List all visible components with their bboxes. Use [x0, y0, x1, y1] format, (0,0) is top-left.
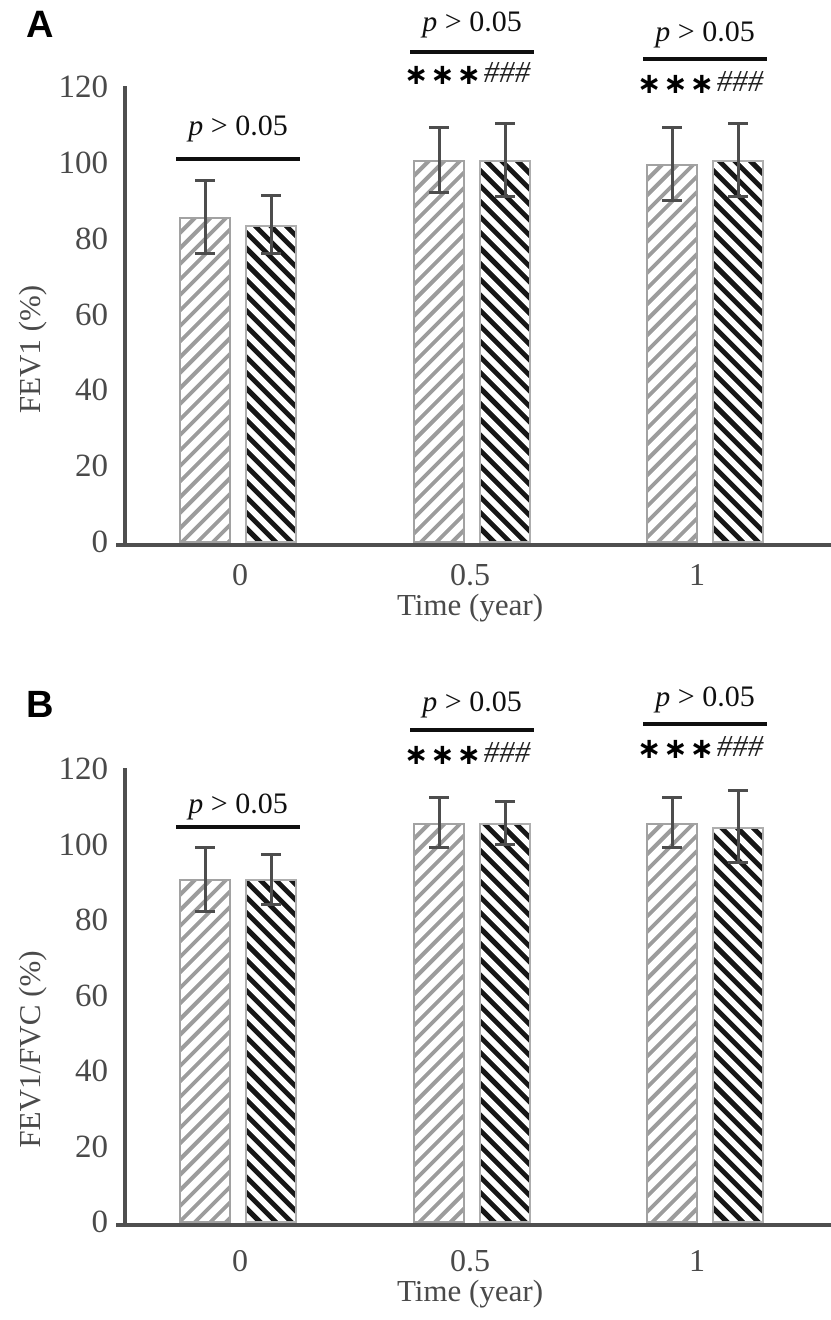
y-tick-label: 60	[75, 296, 108, 333]
bar	[245, 225, 297, 544]
y-tick-label: 100	[58, 144, 108, 181]
bar	[479, 823, 531, 1223]
x-tick-label: 0.5	[450, 556, 490, 592]
error-bar-bottom-cap	[728, 195, 748, 198]
significance-line	[176, 825, 300, 829]
error-bar-top-cap	[261, 194, 281, 197]
bar	[179, 217, 231, 543]
hashes-annotation: ###	[716, 728, 764, 763]
p-value-annotation: p > 0.05	[422, 685, 522, 718]
y-tick-label: 0	[91, 524, 108, 560]
panel-a-x-axis-title: Time (year)	[396, 587, 544, 622]
y-axis-line	[123, 768, 127, 1225]
y-tick-label: 80	[75, 902, 108, 938]
hashes-annotation: ###	[483, 734, 531, 769]
error-bar-top-cap	[429, 796, 449, 799]
bar	[179, 879, 231, 1223]
stars-annotation: ∗∗∗	[404, 737, 483, 771]
error-bar-bottom-cap	[429, 191, 449, 194]
y-tick-label: 20	[75, 1128, 108, 1165]
panel-b-letter: B	[26, 684, 54, 726]
stars-annotation: ∗∗∗	[637, 66, 716, 100]
x-tick-label: 1	[689, 1242, 705, 1278]
error-bar-line	[504, 800, 507, 845]
error-bar-line	[270, 194, 273, 255]
error-bar-line	[671, 126, 674, 202]
y-tick-label: 60	[75, 977, 108, 1014]
error-bar-bottom-cap	[728, 861, 748, 864]
error-bar-line	[438, 796, 441, 849]
y-tick-label: 80	[75, 220, 108, 257]
y-tick-label: 120	[58, 751, 108, 787]
error-bar-top-cap	[495, 800, 515, 803]
significance-line	[643, 57, 767, 61]
error-bar-bottom-cap	[261, 903, 281, 906]
error-bar-top-cap	[662, 126, 682, 129]
error-bar-line	[438, 126, 441, 194]
error-bar-top-cap	[495, 122, 515, 125]
x-axis-line	[116, 543, 831, 547]
error-bar-bottom-cap	[495, 195, 515, 198]
error-bar-bottom-cap	[195, 252, 215, 255]
x-tick-label: 0	[232, 556, 248, 592]
y-tick-label: 120	[58, 69, 108, 105]
error-bar-bottom-cap	[429, 846, 449, 849]
bar	[479, 160, 531, 543]
p-value-annotation: p > 0.05	[188, 787, 288, 820]
error-bar-line	[270, 853, 273, 906]
error-bar-top-cap	[728, 789, 748, 792]
error-bar-bottom-cap	[495, 843, 515, 846]
bar	[646, 164, 698, 543]
hashes-annotation: ###	[716, 63, 764, 98]
significance-line	[176, 157, 300, 161]
significance-line	[410, 728, 534, 732]
error-bar-top-cap	[662, 796, 682, 799]
panel-b-x-axis-title: Time (year)	[396, 1273, 544, 1308]
bar	[646, 823, 698, 1223]
error-bar-bottom-cap	[261, 252, 281, 255]
error-bar-line	[737, 789, 740, 865]
error-bar-top-cap	[195, 179, 215, 182]
bar	[413, 160, 465, 543]
significance-line	[643, 722, 767, 726]
error-bar-top-cap	[728, 122, 748, 125]
error-bar-line	[204, 179, 207, 255]
y-tick-label: 100	[58, 826, 108, 863]
p-value-annotation: p > 0.05	[188, 109, 288, 142]
panel-b	[0, 660, 831, 1320]
x-tick-label: 1	[689, 556, 705, 592]
y-tick-label: 40	[75, 1053, 108, 1089]
x-tick-label: 0	[232, 1242, 248, 1278]
error-bar-top-cap	[195, 846, 215, 849]
error-bar-line	[737, 122, 740, 198]
panel-a-letter: A	[26, 4, 54, 46]
bar	[712, 827, 764, 1223]
hashes-annotation: ###	[483, 54, 531, 89]
error-bar-top-cap	[261, 853, 281, 856]
bar	[245, 879, 297, 1223]
panel-a-y-axis-title: FEV1 (%)	[12, 284, 47, 414]
error-bar-line	[504, 122, 507, 198]
p-value-annotation: p > 0.05	[655, 680, 755, 713]
x-tick-label: 0.5	[450, 1242, 490, 1278]
y-tick-label: 20	[75, 448, 108, 485]
p-value-annotation: p > 0.05	[422, 5, 522, 38]
bar	[413, 823, 465, 1223]
error-bar-bottom-cap	[662, 199, 682, 202]
x-axis-line	[116, 1223, 831, 1227]
y-tick-label: 0	[91, 1204, 108, 1240]
y-axis-line	[123, 86, 127, 545]
stars-annotation: ∗∗∗	[404, 57, 483, 91]
error-bar-top-cap	[429, 126, 449, 129]
bar	[712, 160, 764, 543]
p-value-annotation: p > 0.05	[655, 15, 755, 48]
stars-annotation: ∗∗∗	[637, 731, 716, 765]
y-tick-label: 40	[75, 372, 108, 409]
panel-b-y-axis-title: FEV1/FVC (%)	[12, 950, 47, 1148]
error-bar-bottom-cap	[662, 846, 682, 849]
error-bar-bottom-cap	[195, 910, 215, 913]
error-bar-line	[671, 796, 674, 849]
error-bar-line	[204, 846, 207, 914]
